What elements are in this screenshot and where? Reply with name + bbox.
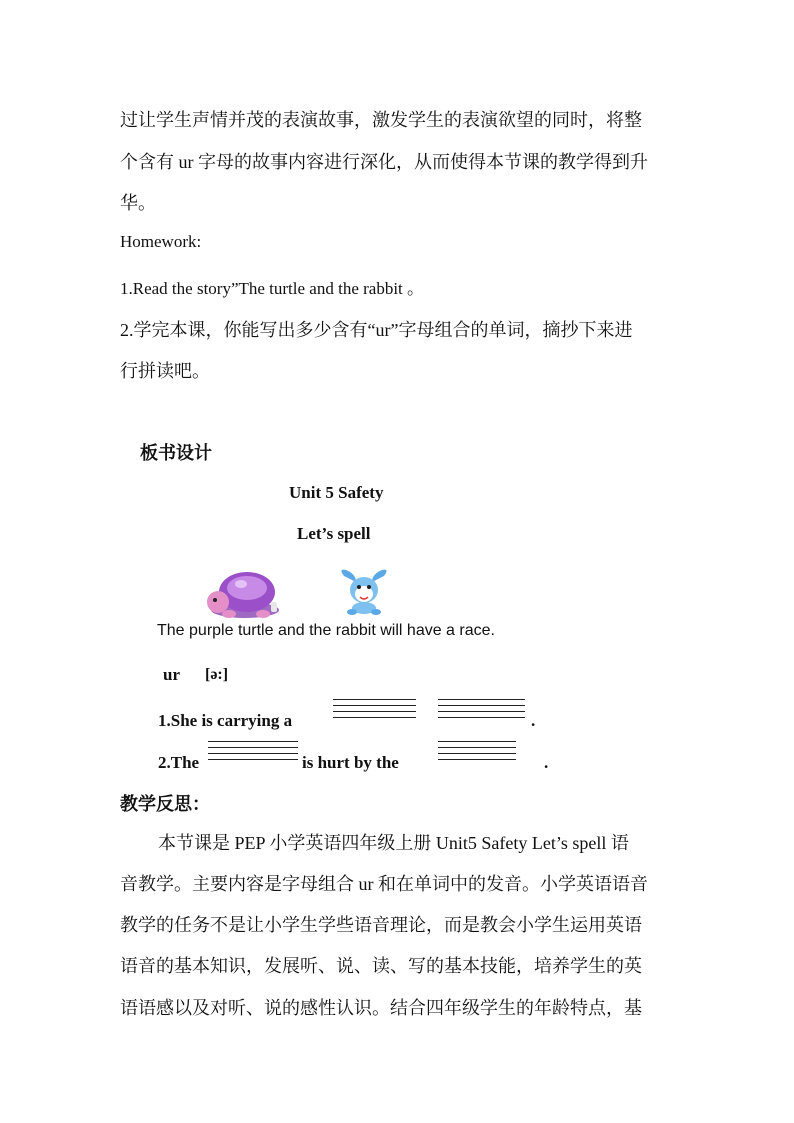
exercise-1-blank-2 <box>438 699 525 723</box>
board-title: Unit 5 Safety <box>289 483 384 502</box>
turtle-picture <box>205 566 285 620</box>
exercise-1-period: . <box>531 711 536 730</box>
reflection-heading: 教学反思： <box>120 794 210 814</box>
phonics-sound: [ə:] <box>205 666 229 683</box>
intro-line-1: 过让学生声情并茂的表演故事，激发学生的表演欲望的同时，将整 <box>120 110 642 130</box>
intro-line-2: 个含有 ur 字母的故事内容进行深化，从而使得本节课的教学得到升 <box>120 152 648 172</box>
exercise-2-period: . <box>544 753 549 772</box>
board-subtitle: Let’s spell <box>297 524 371 543</box>
reflection-line-2: 音教学。主要内容是字母组合 ur 和在单词中的发音。小学英语语音 <box>120 874 648 894</box>
exercise-1-text: 1.She is carrying a <box>158 711 293 730</box>
exercise-1-blank-1 <box>333 699 416 723</box>
homework-item-2-line-2: 行拼读吧。 <box>120 361 210 381</box>
intro-line-3: 华。 <box>120 193 156 213</box>
homework-heading: Homework: <box>120 232 202 251</box>
phonics-letters: ur <box>163 665 180 684</box>
homework-item-2-line-1: 2.学完本课，你能写出多少含有“ur”字母组合的单词，摘抄下来进 <box>120 320 633 340</box>
reflection-line-3: 教学的任务不是让小学生学些语音理论，而是教会小学生运用英语 <box>120 915 642 935</box>
board-heading: 板书设计 <box>140 443 212 463</box>
exercise-2-blank-1 <box>208 741 298 765</box>
reflection-line-1: 本节课是 PEP 小学英语四年级上册 Unit5 Safety Let’s spell 语 <box>158 833 629 853</box>
reflection-line-5: 语语感以及对听、说的感性认识。结合四年级学生的年龄特点，基 <box>120 998 642 1018</box>
reflection-line-4: 语音的基本知识，发展听、说、读、写的基本技能，培养学生的英 <box>120 956 642 976</box>
exercise-2-blank-2 <box>438 741 516 765</box>
exercise-2-prefix: 2.The <box>158 753 200 772</box>
exercise-2-mid: is hurt by the <box>302 753 399 772</box>
homework-item-1: 1.Read the story”The turtle and the rabbit 。 <box>120 279 425 298</box>
board-sentence: The purple turtle and the rabbit will have a race. <box>157 622 495 639</box>
rabbit-picture <box>336 566 392 616</box>
